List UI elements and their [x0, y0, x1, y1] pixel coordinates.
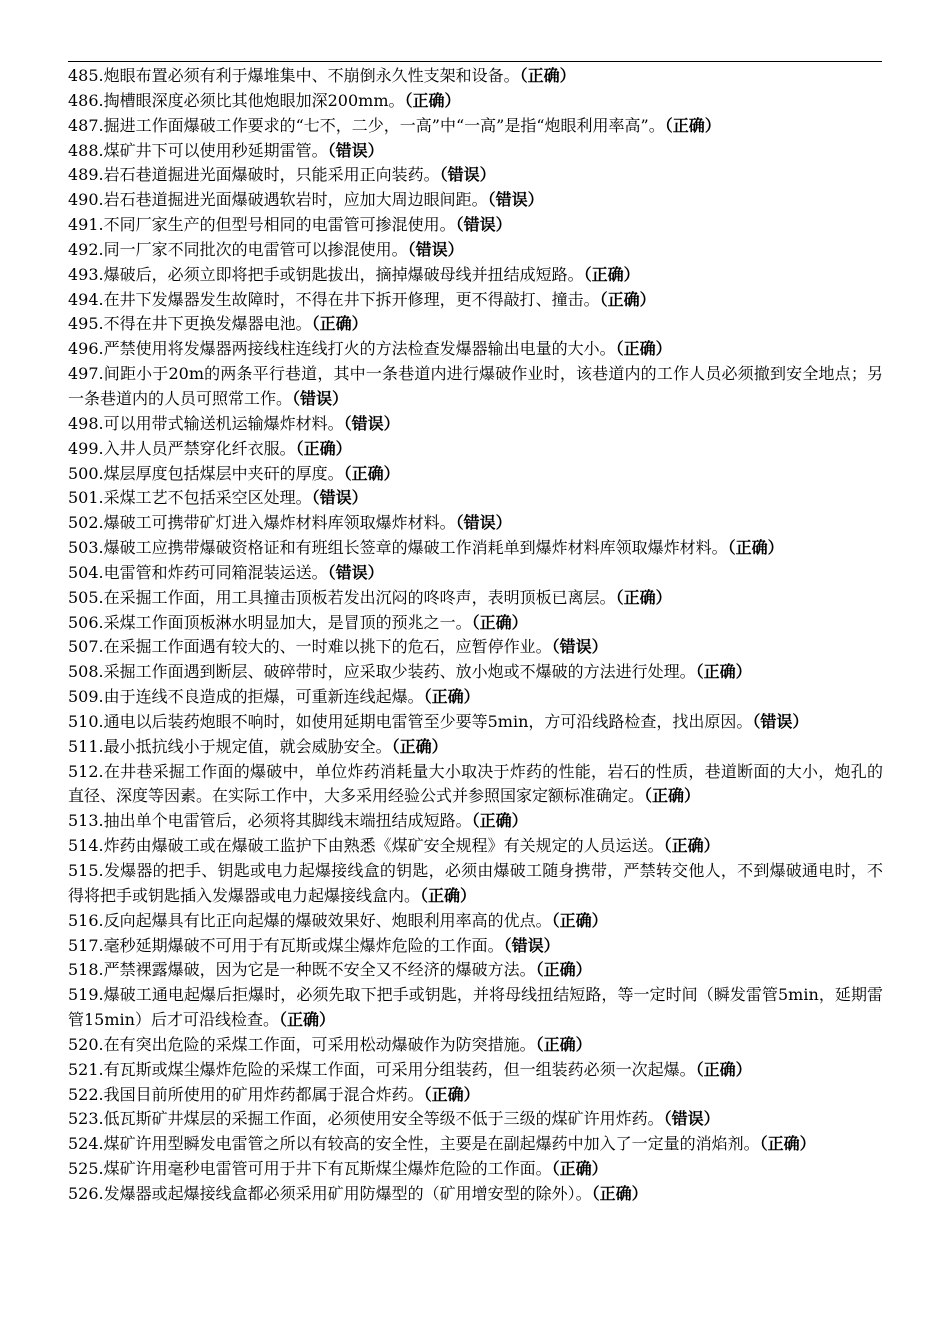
question-text: 492.同一厂家不同批次的电雷管可以掺混使用。: [68, 239, 408, 259]
answer-label: （正确）: [343, 463, 400, 483]
answer-label: （正确）: [583, 264, 640, 284]
question-text: 510.通电以后装药炮眼不响时，如使用延期电雷管至少要等5min，方可沿线路检查，找出原因。: [68, 711, 753, 731]
answer-label: （错误）: [503, 935, 560, 955]
question-text: 511.最小抵抗线小于规定值，就会威胁安全。: [68, 736, 392, 756]
question-item: [68, 983, 883, 1033]
question-text: 488.煤矿井下可以使用秒延期雷管。: [68, 140, 328, 160]
answer-label: （错误）: [327, 140, 384, 160]
answer-label: （正确）: [759, 1134, 816, 1154]
question-item: [68, 536, 883, 561]
question-item: [68, 1058, 883, 1083]
question-item: [68, 337, 883, 362]
question-item: [68, 909, 883, 934]
question-item: [68, 834, 883, 859]
answer-label: （正确）: [391, 736, 448, 756]
question-text: 485.炮眼布置必须有利于爆堆集中、不崩倒永久性支架和设备。: [68, 66, 520, 85]
question-item: [68, 312, 883, 337]
answer-label: （错误）: [551, 637, 608, 657]
question-item: [68, 1132, 883, 1157]
question-text: 508.采掘工作面遇到断层、破碎带时，应采取少装药、放小炮或不爆破的方法进行处理。: [68, 662, 696, 682]
answer-label: （错误）: [487, 190, 544, 210]
question-text: 514.炸药由爆破工或在爆破工监护下由熟悉《煤矿安全规程》有关规定的人员运送。: [68, 836, 664, 856]
answer-label: （正确）: [295, 438, 352, 458]
answer-label: （错误）: [311, 488, 368, 508]
question-text: 519.爆破工通电起爆后拒爆时，必须先取下把手或钥匙，并将母线扭结短路，等一定时间（瞬发雷管5min，延期雷管15min）后才可沿线检查。: [68, 985, 883, 1030]
question-text: 486.掏槽眼深度必须比其他炮眼加深200mm。: [68, 90, 405, 110]
answer-label: （正确）: [311, 314, 368, 334]
question-item: [68, 635, 883, 660]
question-text: 504.电雷管和炸药可同箱混装运送。: [68, 562, 328, 582]
question-item: [68, 238, 883, 263]
answer-label: （正确）: [663, 836, 720, 856]
answer-label: （正确）: [664, 115, 721, 135]
question-text: 501.采煤工艺不包括采空区处理。: [68, 488, 312, 508]
answer-label: （错误）: [327, 562, 384, 582]
question-item: [68, 1107, 883, 1132]
answer-label: （错误）: [752, 711, 809, 731]
question-text: 506.采煤工作面顶板淋水明显加大，是冒顶的预兆之一。: [68, 612, 472, 632]
answer-label: （正确）: [423, 1084, 480, 1104]
question-item: [68, 735, 883, 760]
question-text: 526.发爆器或起爆接线盒都必须采用矿用防爆型的（矿用增安型的除外）。: [68, 1183, 592, 1203]
question-text: 500.煤层厚度包括煤层中夹矸的厚度。: [68, 463, 344, 483]
question-text: 522.我国目前所使用的矿用炸药都属于混合炸药。: [68, 1084, 424, 1104]
question-item: [68, 934, 883, 959]
question-item: [68, 139, 883, 164]
question-item: [68, 462, 883, 487]
answer-label: （错误）: [439, 165, 496, 185]
question-text: 499.入井人员严禁穿化纤衣服。: [68, 438, 296, 458]
question-item: [68, 710, 883, 735]
question-item: [68, 213, 883, 238]
question-item: [68, 362, 883, 412]
question-item: [68, 64, 883, 89]
question-item: [68, 89, 883, 114]
answer-label: （正确）: [644, 786, 701, 806]
question-text: 516.反向起爆具有比正向起爆的爆破效果好、炮眼利用率高的优点。: [68, 910, 552, 930]
question-item: [68, 486, 883, 511]
question-item: [68, 188, 883, 213]
answer-label: （正确）: [615, 587, 672, 607]
answer-label: （正确）: [278, 1010, 335, 1030]
question-text: 494.在井下发爆器发生故障时，不得在井下拆开修理，更不得敲打、撞击。: [68, 289, 600, 309]
answer-label: （正确）: [695, 1059, 752, 1079]
question-text: 518.严禁裸露爆破，因为它是一种既不安全又不经济的爆破方法。: [68, 960, 536, 980]
question-text: 495.不得在井下更换发爆器电池。: [68, 314, 312, 334]
answer-label: （错误）: [292, 388, 349, 408]
question-text: 490.岩石巷道掘进光面爆破遇软岩时，应加大周边眼间距。: [68, 190, 488, 210]
question-item: [68, 958, 883, 983]
question-item: [68, 1182, 883, 1207]
question-text: 502.爆破工可携带矿灯进入爆炸材料库领取爆炸材料。: [68, 513, 456, 533]
question-text: 497.间距小于20m的两条平行巷道，其中一条巷道内进行爆破作业时，该巷道内的工作人员必须撤到安全地点；另一条巷道内的人员可照常工作。: [68, 364, 883, 408]
question-text: 515.发爆器的把手、钥匙或电力起爆接线盒的钥匙，必须由爆破工随身携带，严禁转交他人，不到爆破通电时，不得将把手或钥匙插入发爆器或电力起爆接线盒内。: [68, 861, 883, 905]
question-text: 523.低瓦斯矿井煤层的采掘工作面，必须使用安全等级不低于三级的煤矿许用炸药。: [68, 1109, 664, 1129]
answer-label: （正确）: [423, 687, 480, 707]
question-item: [68, 1157, 883, 1182]
answer-label: （错误）: [663, 1109, 720, 1129]
question-text: 517.毫秒延期爆破不可用于有瓦斯或煤尘爆炸危险的工作面。: [68, 935, 504, 955]
question-list: [68, 64, 883, 1207]
question-item: [68, 586, 883, 611]
answer-label: （正确）: [551, 1159, 608, 1179]
answer-label: （正确）: [727, 538, 784, 558]
answer-label: （正确）: [615, 339, 672, 359]
answer-label: （正确）: [471, 811, 528, 831]
question-text: 496.严禁使用将发爆器两接线柱连线打火的方法检查发爆器输出电量的大小。: [68, 339, 616, 359]
question-item: [68, 288, 883, 313]
question-item: [68, 114, 883, 139]
question-text: 512.在井巷采掘工作面的爆破中，单位炸药消耗量大小取决于炸药的性能，岩石的性质，巷道断面的大小，炮孔的直径、深度等因素。在实际工作中，大多采用经验公式并参照国家定额标准确定。: [68, 761, 883, 806]
question-item: [68, 859, 883, 909]
question-item: [68, 809, 883, 834]
question-text: 524.煤矿许用型瞬发电雷管之所以有较高的安全性，主要是在副起爆药中加入了一定量的消焰剂。: [68, 1134, 760, 1154]
answer-label: （正确）: [599, 289, 656, 309]
question-text: 513.抽出单个电雷管后，必须将其脚线末端扭结成短路。: [68, 811, 472, 831]
answer-label: （错误）: [455, 513, 512, 533]
answer-label: （正确）: [404, 90, 461, 110]
question-item: [68, 611, 883, 636]
question-text: 493.爆破后，必须立即将把手或钥匙拔出，摘掉爆破母线并扭结成短路。: [68, 264, 584, 284]
question-text: 509.由于连线不良造成的拒爆，可重新连线起爆。: [68, 687, 424, 707]
answer-label: （正确）: [591, 1183, 648, 1203]
answer-label: （正确）: [535, 1034, 592, 1054]
question-text: 487.掘进工作面爆破工作要求的“七不，二少，一高”中“一高”是指“炮眼利用率高”。: [68, 115, 665, 135]
question-item: [68, 163, 883, 188]
question-item: [68, 660, 883, 685]
question-item: [68, 437, 883, 462]
answer-label: （错误）: [407, 239, 464, 259]
question-item: [68, 412, 883, 437]
answer-label: （错误）: [343, 413, 400, 433]
header-rule: [68, 61, 882, 62]
question-item: [68, 263, 883, 288]
question-item: [68, 1083, 883, 1108]
question-text: 521.有瓦斯或煤尘爆炸危险的采煤工作面，可采用分组装药，但一组装药必须一次起爆。: [68, 1059, 696, 1079]
question-text: 503.爆破工应携带爆破资格证和有班组长签章的爆破工作消耗单到爆炸材料库领取爆炸材料。: [68, 538, 728, 558]
answer-label: （正确）: [551, 910, 608, 930]
answer-label: （正确）: [420, 885, 477, 905]
question-text: 489.岩石巷道掘进光面爆破时，只能采用正向装药。: [68, 165, 440, 185]
answer-label: （正确）: [695, 662, 752, 682]
question-text: 507.在采掘工作面遇有较大的、一时难以挑下的危石，应暂停作业。: [68, 637, 552, 657]
question-text: 491.不同厂家生产的但型号相同的电雷管可掺混使用。: [68, 215, 456, 235]
question-item: [68, 760, 883, 810]
question-text: 520.在有突出危险的采煤工作面，可采用松动爆破作为防突措施。: [68, 1034, 536, 1054]
question-text: 498.可以用带式输送机运输爆炸材料。: [68, 413, 344, 433]
answer-label: （错误）: [455, 215, 512, 235]
question-item: [68, 561, 883, 586]
answer-label: （正确）: [535, 960, 592, 980]
question-item: [68, 511, 883, 536]
question-text: 525.煤矿许用毫秒电雷管可用于井下有瓦斯煤尘爆炸危险的工作面。: [68, 1159, 552, 1179]
answer-label: （正确）: [471, 612, 528, 632]
question-item: [68, 1033, 883, 1058]
question-text: 505.在采掘工作面，用工具撞击顶板若发出沉闷的咚咚声，表明顶板已离层。: [68, 587, 616, 607]
question-item: [68, 685, 883, 710]
answer-label: （正确）: [519, 66, 576, 85]
